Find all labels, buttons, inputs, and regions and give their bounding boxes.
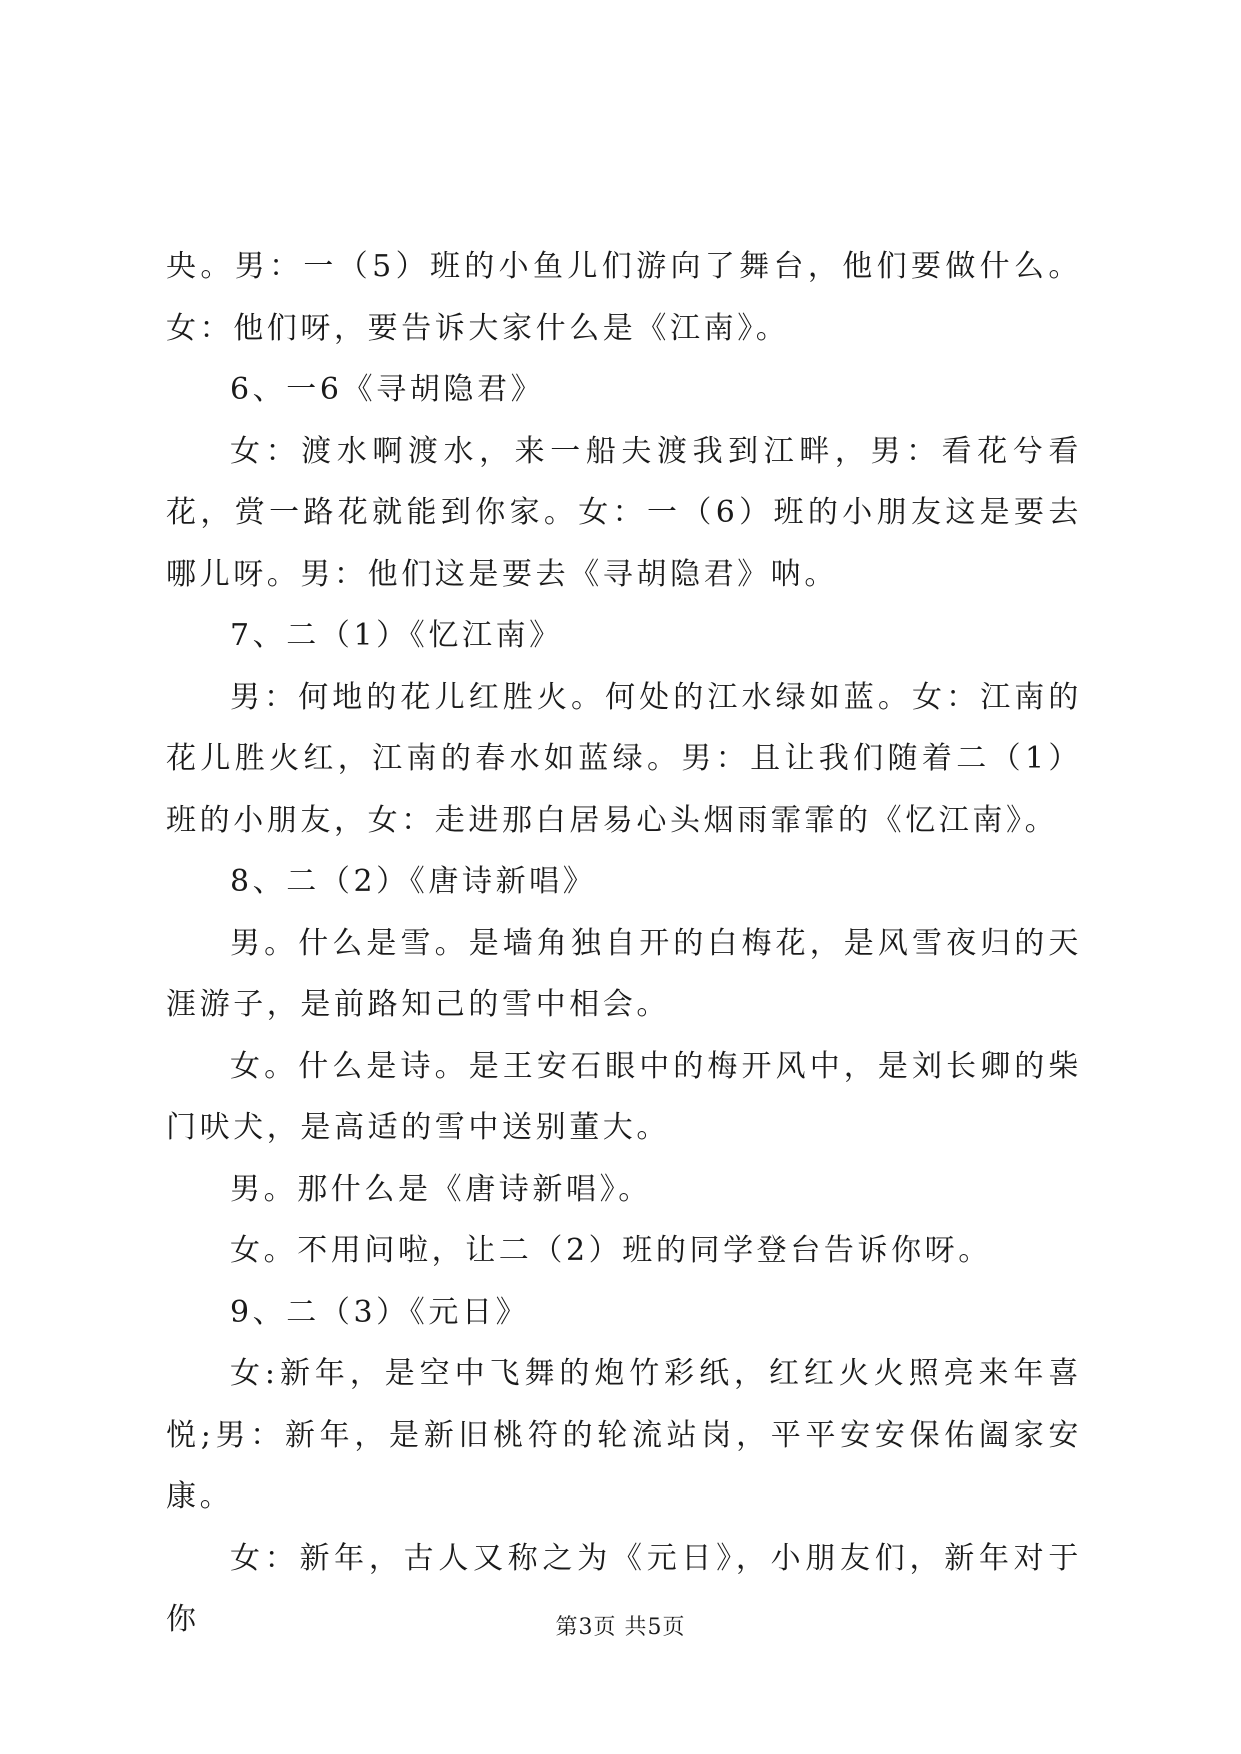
- paragraph: 女。不用问啦，让二（2）班的同学登台告诉你呀。: [230, 1233, 992, 1268]
- paragraph: 央。男：一（5）班的小鱼儿们游向了舞台，他们要做什么。女：他们呀，要告诉大家什么是《江南》。: [166, 249, 1082, 346]
- paragraph: 女。什么是诗。是王安石眼中的梅开风中，是刘长卿的柴门吠犬，是高适的雪中送别董大。: [166, 1048, 1082, 1145]
- section-heading: 6、一6《寻胡隐君》: [230, 372, 545, 407]
- paragraph: 女:新年，是空中飞舞的炮竹彩纸，红红火火照亮来年喜悦;男：新年，是新旧桃符的轮流站岗，平平安安保佑阖家安康。: [166, 1356, 1082, 1514]
- paragraph: 男。什么是雪。是墙角独自开的白梅花，是风雪夜归的天涯游子，是前路知己的雪中相会。: [166, 925, 1082, 1022]
- paragraph: 男。那什么是《唐诗新唱》。: [230, 1171, 652, 1207]
- paragraph: 女：新年，古人又称之为《元日》，小朋友们，新年对于你: [166, 1540, 1082, 1637]
- section-heading: 8、二（2）《唐诗新唱》: [230, 864, 597, 899]
- section-heading: 9、二（3）《元日》: [230, 1294, 530, 1330]
- section-heading: 7、二（1）《忆江南》: [230, 618, 563, 653]
- paragraph: 男：何地的花儿红胜火。何处的江水绿如蓝。女：江南的花儿胜火红，江南的春水如蓝绿。男：且让我们随着二（1）班的小朋友，女：走进那白居易心头烟雨霏霏的《忆江南》。: [166, 679, 1082, 838]
- paragraph: 女：渡水啊渡水，来一船夫渡我到江畔，男：看花兮看花，赏一路花就能到你家。女：一（6）班的小朋友这是要去哪儿呀。男：他们这是要去《寻胡隐君》呐。: [166, 433, 1082, 592]
- page-number-footer: 第3页 共5页: [555, 1615, 686, 1640]
- document-body: [166, 236, 1082, 1651]
